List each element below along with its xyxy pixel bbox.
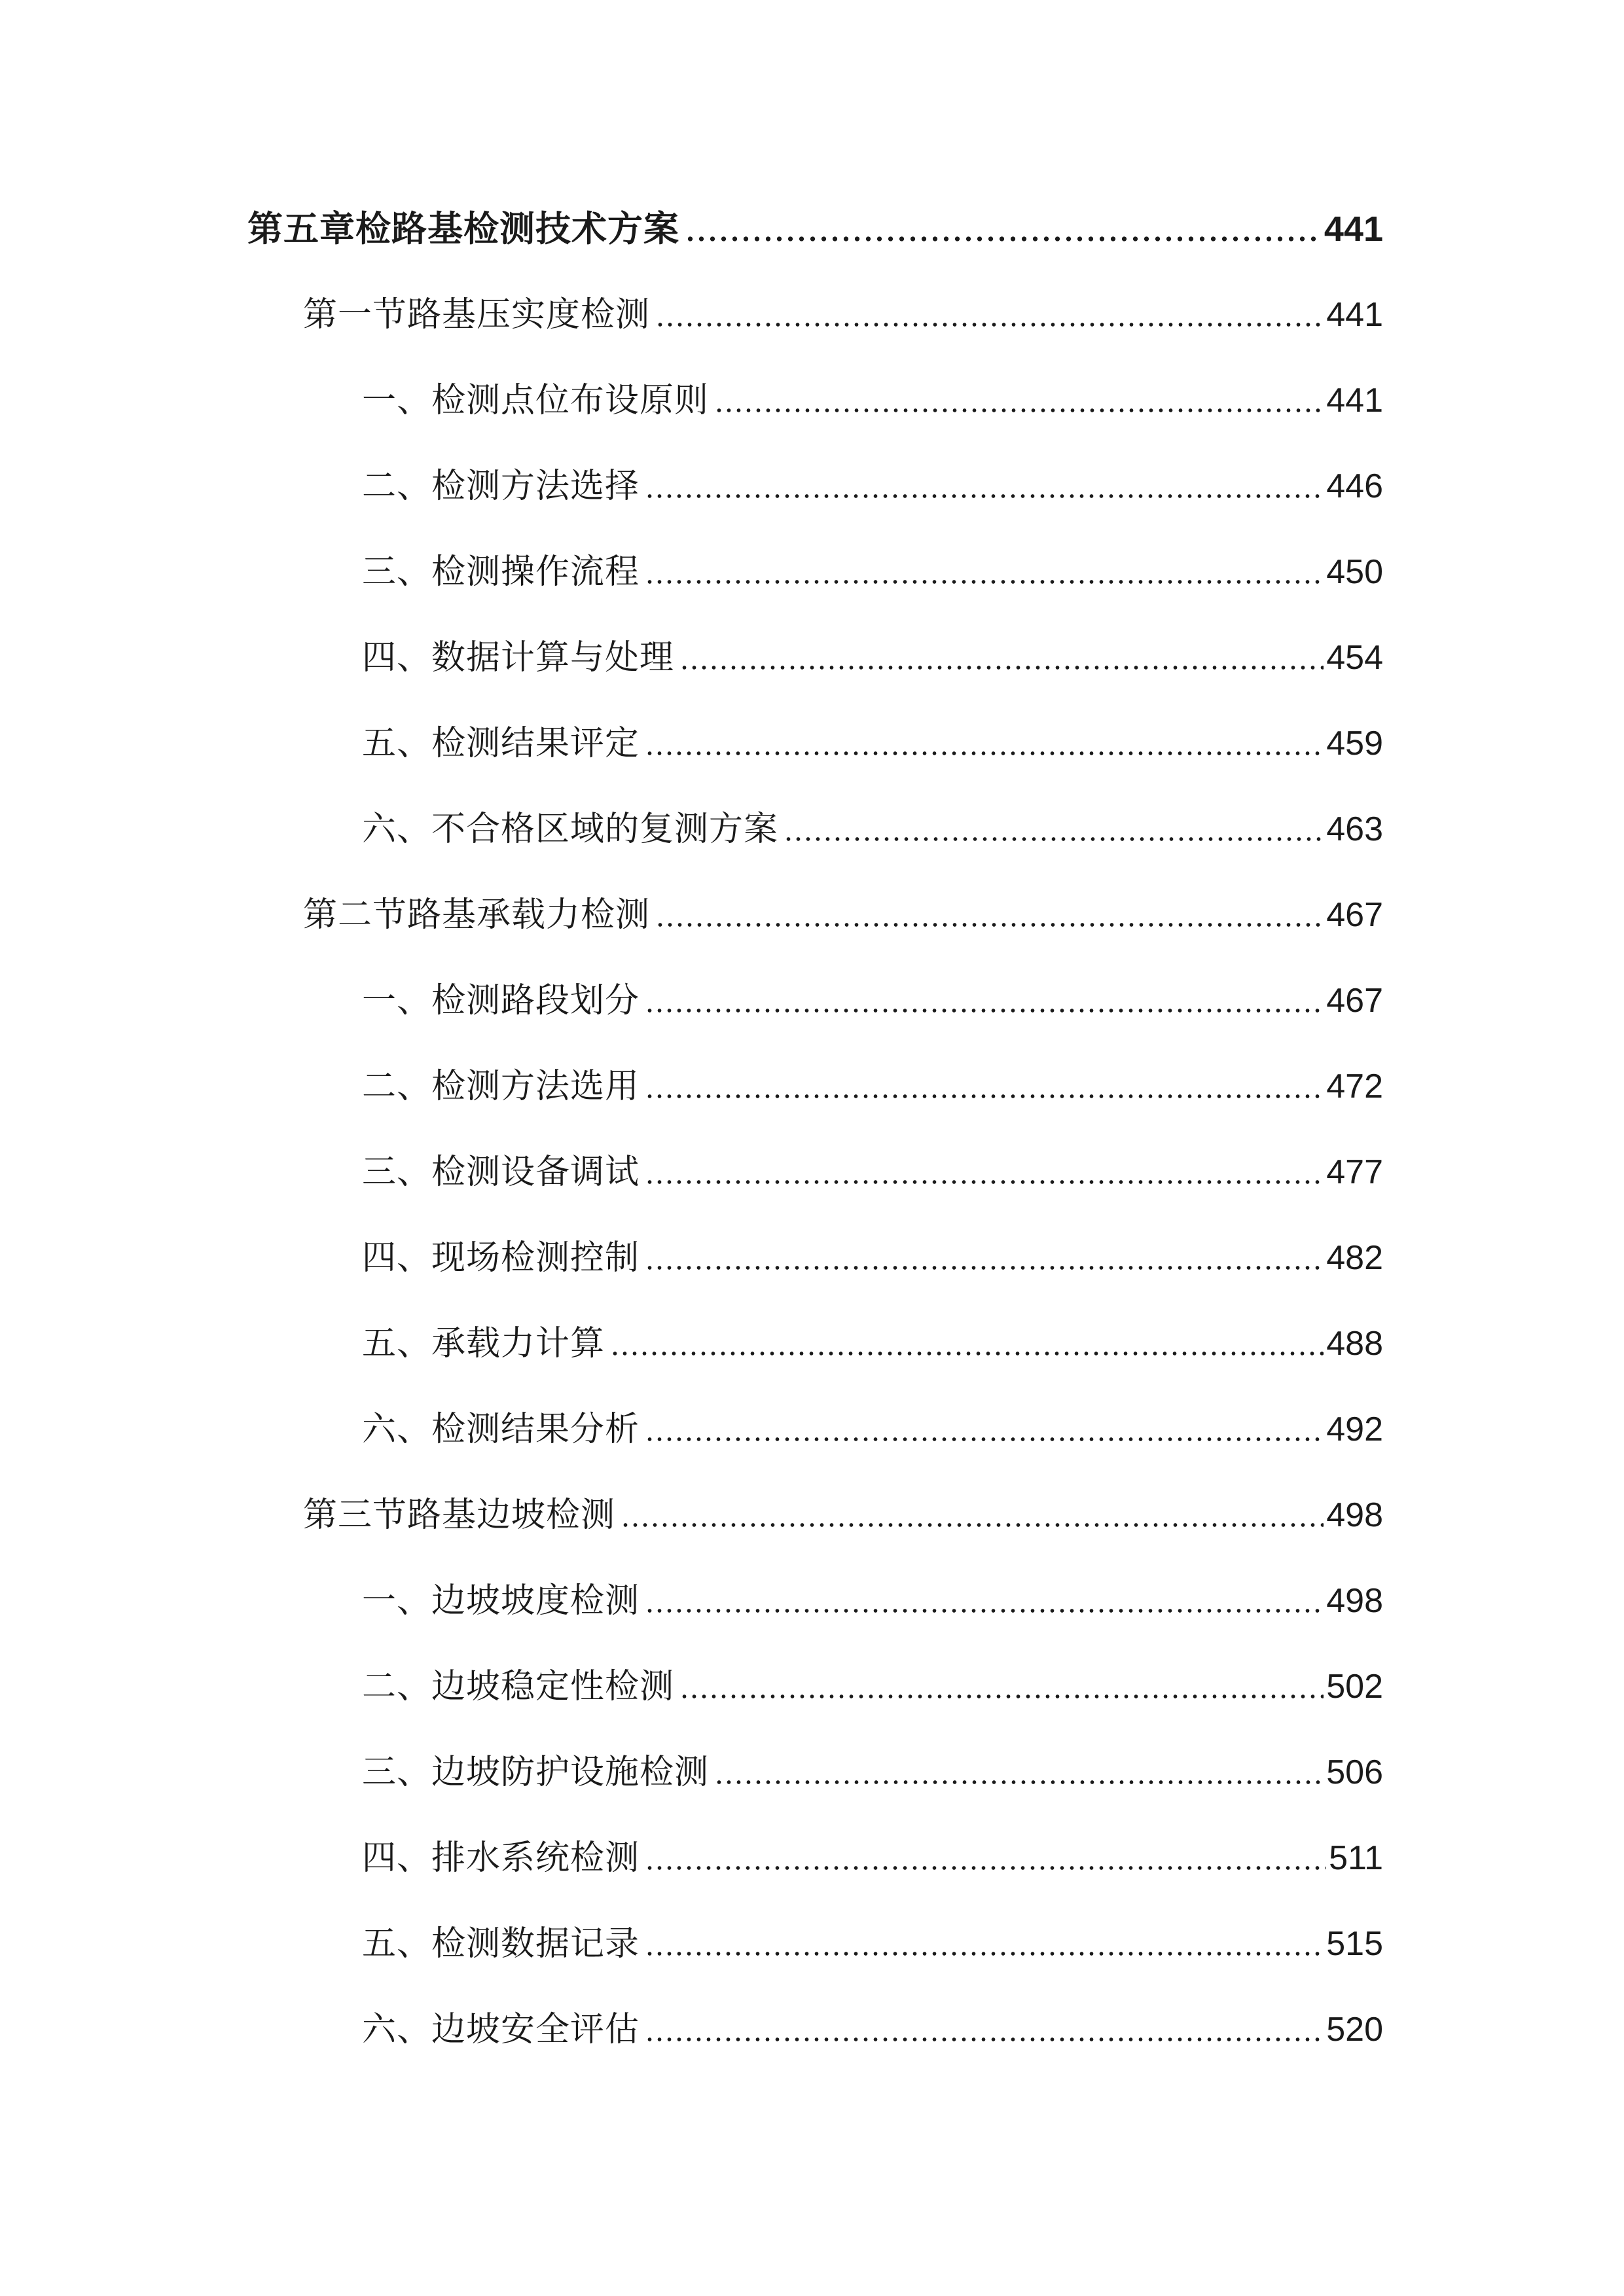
- toc-entry-page: 482: [1326, 1239, 1383, 1277]
- toc-leader-dots: [645, 749, 1324, 758]
- toc-subsection-entry[interactable]: [362, 1060, 1383, 1113]
- toc-entry-page: 454: [1326, 639, 1383, 677]
- toc-entry-page: 459: [1326, 725, 1383, 762]
- toc-entry-page: 472: [1326, 1067, 1383, 1105]
- toc-entry-page: 441: [1326, 382, 1383, 420]
- toc-leader-dots: [645, 577, 1324, 586]
- toc-leader-dots: [621, 1520, 1324, 1530]
- toc-entry-label: 第五章检路基检测技术方案: [247, 208, 679, 249]
- toc-subsection-entry[interactable]: [362, 2003, 1383, 2056]
- toc-leader-dots: [645, 1177, 1324, 1187]
- toc-entry-label: 二、检测方法选用: [362, 1067, 640, 1106]
- toc-entry-label: 五、检测结果评定: [362, 724, 640, 763]
- toc-entry-label: 一、边坡坡度检测: [362, 1581, 640, 1621]
- toc-subsection-entry[interactable]: [362, 717, 1383, 770]
- toc-section-entry[interactable]: [303, 1489, 1383, 1541]
- toc-leader-dots: [645, 1092, 1324, 1101]
- toc-entry-label: 四、现场检测控制: [362, 1238, 640, 1278]
- toc-subsection-entry[interactable]: [362, 1575, 1383, 1627]
- toc-subsection-entry[interactable]: [362, 1146, 1383, 1198]
- toc-subsection-entry[interactable]: [362, 632, 1383, 684]
- toc-leader-dots: [645, 1006, 1324, 1015]
- toc-entry-label: 四、数据计算与处理: [362, 638, 675, 677]
- toc-subsection-entry[interactable]: [362, 1746, 1383, 1799]
- toc-entry-page: 520: [1326, 2011, 1383, 2049]
- toc-section-entry[interactable]: [303, 289, 1383, 341]
- toc-leader-dots: [645, 1435, 1324, 1444]
- toc-entry-label: 第一节路基压实度检测: [303, 295, 651, 334]
- toc-entry-label: 五、承载力计算: [362, 1324, 605, 1363]
- toc-leader-dots: [645, 2035, 1324, 2044]
- toc-entry-label: 六、不合格区域的复测方案: [362, 810, 779, 849]
- toc-entry-label: 三、边坡防护设施检测: [362, 1753, 710, 1792]
- toc-entry-page: 450: [1326, 553, 1383, 591]
- toc-entry-label: 二、边坡稳定性检测: [362, 1667, 675, 1706]
- toc-leader-dots: [655, 920, 1324, 929]
- toc-entry-label: 五、检测数据记录: [362, 1924, 640, 1964]
- toc-entry-label: 一、检测点位布设原则: [362, 381, 710, 420]
- toc-entry-page: 515: [1326, 1925, 1383, 1963]
- toc-leader-dots: [679, 663, 1324, 672]
- toc-entry-page: 502: [1326, 1668, 1383, 1706]
- toc-subsection-entry[interactable]: [362, 1318, 1383, 1370]
- toc-entry-page: 467: [1326, 896, 1383, 934]
- toc-entry-page: 467: [1326, 982, 1383, 1020]
- toc-entry-page: 492: [1326, 1410, 1383, 1448]
- toc-entry-page: 441: [1326, 296, 1383, 334]
- toc-subsection-entry[interactable]: [362, 1660, 1383, 1713]
- toc-chapter-entry[interactable]: [247, 203, 1383, 255]
- toc-entry-page: 446: [1326, 467, 1383, 505]
- toc-entry-label: 二、检测方法选择: [362, 467, 640, 506]
- toc-subsection-entry[interactable]: [362, 460, 1383, 512]
- toc-subsection-entry[interactable]: [362, 975, 1383, 1027]
- toc-leader-dots: [685, 234, 1322, 243]
- toc-leader-dots: [784, 834, 1324, 844]
- toc-leader-dots: [610, 1349, 1324, 1358]
- toc-entry-page: 463: [1326, 810, 1383, 848]
- toc-subsection-entry[interactable]: [362, 546, 1383, 598]
- toc-entry-page: 441: [1324, 209, 1383, 249]
- toc-leader-dots: [645, 1606, 1324, 1615]
- toc-entry-label: 第三节路基边坡检测: [303, 1496, 616, 1535]
- toc-subsection-entry[interactable]: [362, 374, 1383, 427]
- toc-entry-page: 488: [1326, 1325, 1383, 1363]
- toc-entry-label: 六、边坡安全评估: [362, 2010, 640, 2049]
- toc-section-entry[interactable]: [303, 889, 1383, 941]
- toc-leader-dots: [645, 1863, 1326, 1873]
- toc-leader-dots: [645, 1949, 1324, 1958]
- toc-subsection-entry[interactable]: [362, 1232, 1383, 1284]
- toc-leader-dots: [655, 320, 1324, 329]
- toc-entry-label: 三、检测设备调试: [362, 1153, 640, 1192]
- toc-entry-page: 498: [1326, 1496, 1383, 1534]
- toc-entry-page: 477: [1326, 1153, 1383, 1191]
- toc-entry-label: 第二节路基承载力检测: [303, 895, 651, 935]
- toc-leader-dots: [645, 492, 1324, 501]
- toc-leader-dots: [645, 1263, 1324, 1272]
- toc-entry-label: 四、排水系统检测: [362, 1839, 640, 1878]
- toc-entry-page: 506: [1326, 1753, 1383, 1791]
- toc-leader-dots: [679, 1692, 1324, 1701]
- toc-leader-dots: [714, 406, 1324, 415]
- toc-subsection-entry[interactable]: [362, 1918, 1383, 1970]
- toc-entry-page: 498: [1326, 1582, 1383, 1620]
- toc-subsection-entry[interactable]: [362, 1403, 1383, 1456]
- toc-leader-dots: [714, 1778, 1324, 1787]
- toc-entry-label: 三、检测操作流程: [362, 552, 640, 592]
- toc-entry-label: 一、检测路段划分: [362, 981, 640, 1020]
- toc-entry-page: 511: [1329, 1839, 1383, 1877]
- toc-subsection-entry[interactable]: [362, 1832, 1383, 1884]
- toc-subsection-entry[interactable]: [362, 803, 1383, 855]
- toc-entry-label: 六、检测结果分析: [362, 1410, 640, 1449]
